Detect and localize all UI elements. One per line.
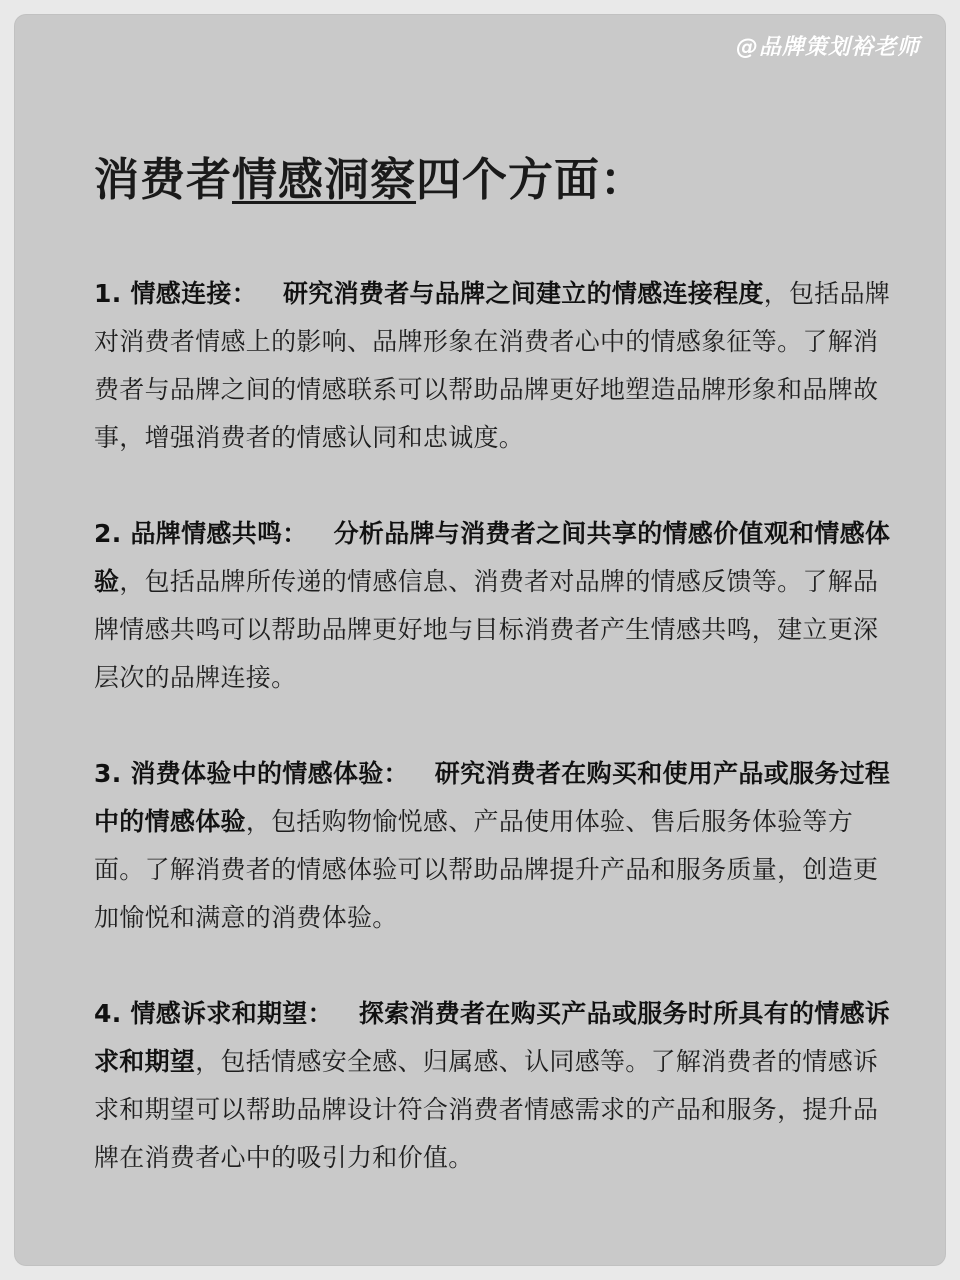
section-bold-desc: 研究消费者与品牌之间建立的情感连接程度 xyxy=(283,279,764,308)
title-part-1: 消费者 xyxy=(94,153,233,206)
section-label: 2. 品牌情感共鸣： xyxy=(94,519,308,548)
title-part-2: 四个方面： xyxy=(416,153,647,206)
title-underlined: 情感洞察 xyxy=(232,153,417,206)
section-bold-desc: 研究消费者在购买和使用产品或服务过程中的情感体验 xyxy=(94,759,891,836)
section-emotional-appeals xyxy=(94,990,894,1182)
section-bold-desc: 分析品牌与消费者之间共享的情感价值观和情感体验 xyxy=(94,519,891,596)
section-body: ，包括品牌所传递的情感信息、消费者对品牌的情感反馈等。了解品牌情感共鸣可以帮助品牌更好地与目标消费者产生情感共鸣，建立更深层次的品牌连接。 xyxy=(94,567,879,692)
section-consumption-experience xyxy=(94,750,894,942)
section-body: ，包括品牌对消费者情感上的影响、品牌形象在消费者心中的情感象征等。了解消费者与品牌之间的情感联系可以帮助品牌更好地塑造品牌形象和品牌故事，增强消费者的情感认同和忠诚度。 xyxy=(94,279,891,452)
page-title xyxy=(94,148,646,212)
section-label: 3. 消费体验中的情感体验： xyxy=(94,759,409,788)
post-card xyxy=(14,14,946,1266)
section-body: ，包括购物愉悦感、产品使用体验、售后服务体验等方面。了解消费者的情感体验可以帮助品牌提升产品和服务质量，创造更加愉悦和满意的消费体验。 xyxy=(94,807,879,932)
section-body: ，包括情感安全感、归属感、认同感等。了解消费者的情感诉求和期望可以帮助品牌设计符合消费者情感需求的产品和服务，提升品牌在消费者心中的吸引力和价值。 xyxy=(94,1047,879,1172)
author-watermark: @品牌策划裕老师 xyxy=(735,35,920,60)
section-bold-desc: 探索消费者在购买产品或服务时所具有的情感诉求和期望 xyxy=(94,999,891,1076)
section-emotional-connection xyxy=(94,270,894,462)
section-label: 4. 情感诉求和期望： xyxy=(94,999,333,1028)
section-label: 1. 情感连接： xyxy=(94,279,257,308)
section-brand-resonance xyxy=(94,510,894,702)
